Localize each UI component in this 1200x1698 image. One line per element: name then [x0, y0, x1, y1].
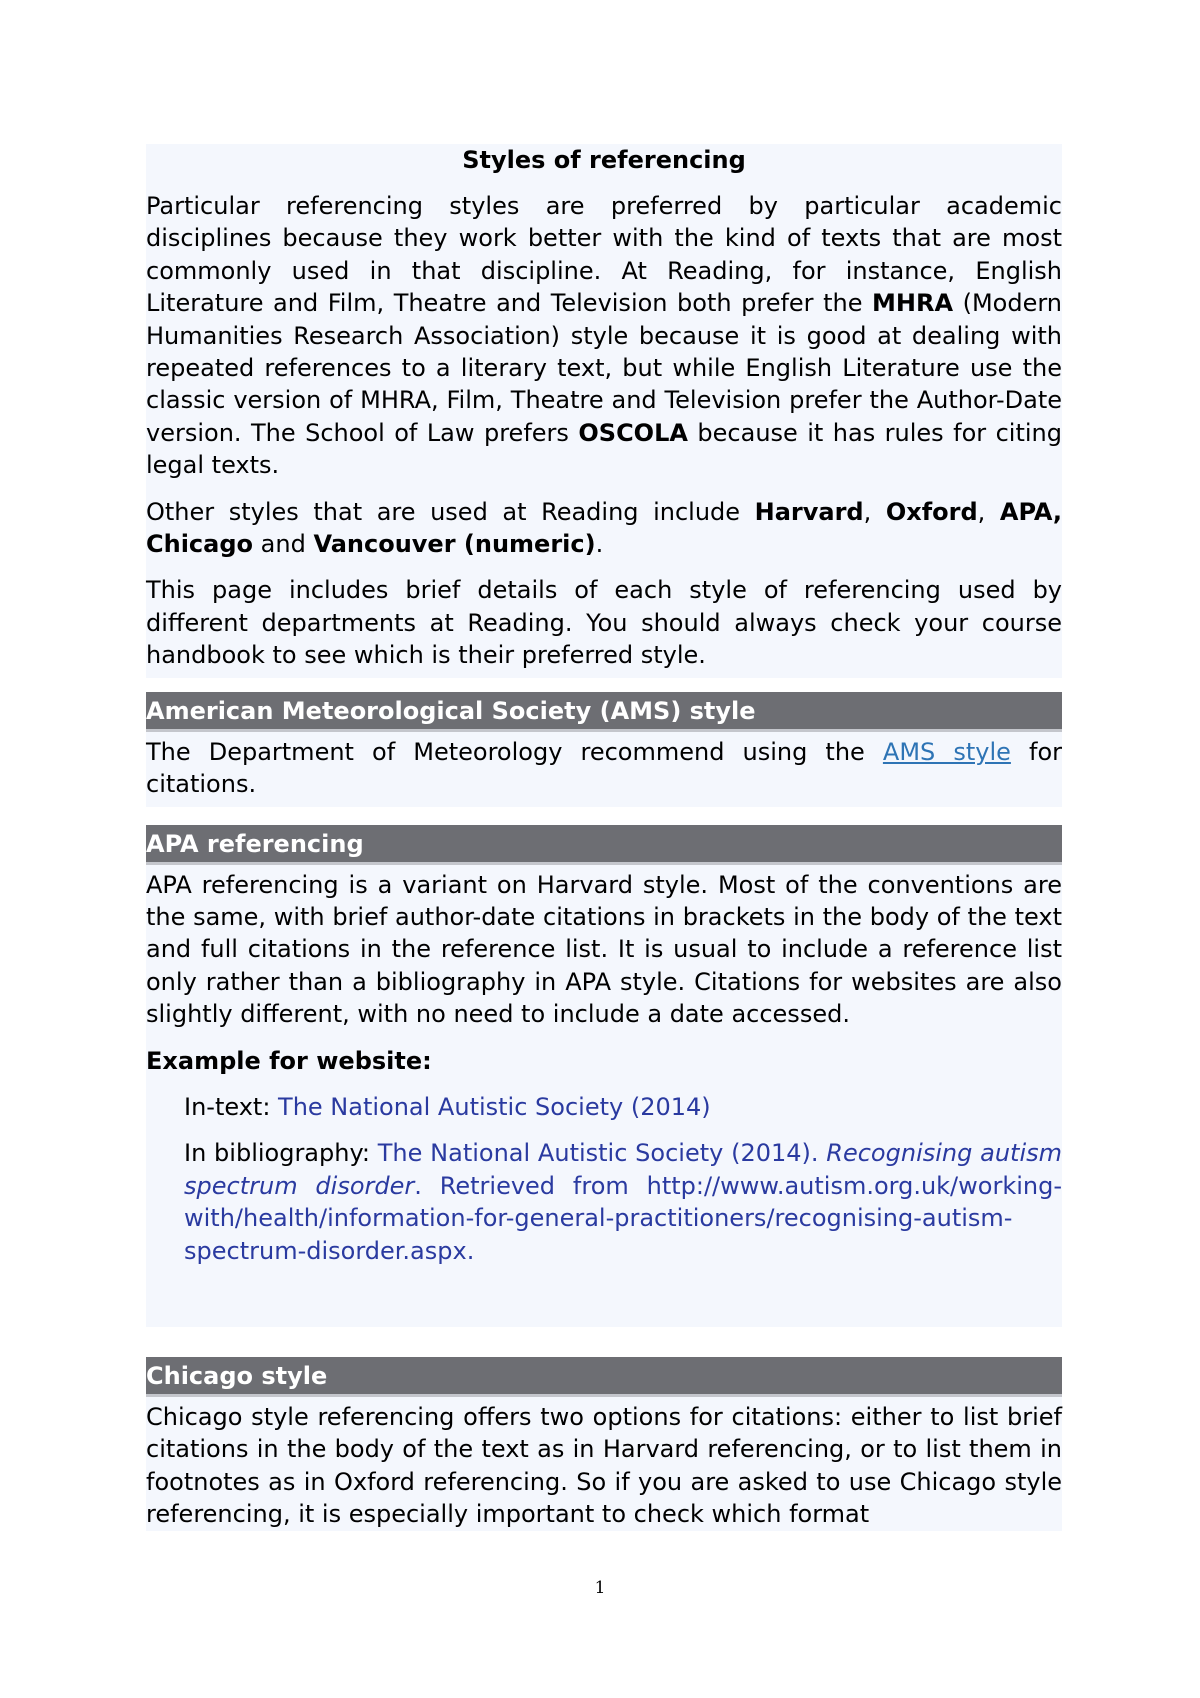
- page-number: 1: [594, 1578, 606, 1598]
- vancouver-term: Vancouver (numeric): [313, 530, 596, 559]
- intext-citation: The National Autistic Society (2014): [278, 1092, 711, 1121]
- oscola-term: OSCOLA: [578, 418, 688, 447]
- ams-paragraph: The Department of Meteorology recommend using the AMS style for citations.: [146, 737, 1062, 799]
- example-label: Example for website:: [146, 1046, 432, 1075]
- intro-section: [146, 144, 1062, 678]
- intro-paragraph-2: Other styles that are used at Reading include Harvard, Oxford, APA, Chicago and Vancouver (numeric).: [146, 497, 1062, 559]
- harvard-term: Harvard: [754, 497, 864, 526]
- apa-paragraph: APA referencing is a variant on Harvard style. Most of the conventions are the same, with brief author-date citations in brackets in the body of the text and full citations in the reference list. It is usual to include a reference list only rather than a bibliography in APA style. Citations for websites are also slightly different, with no need to include a date accessed.: [146, 870, 1062, 1029]
- page-title: Styles of referencing: [462, 146, 746, 174]
- chicago-section: [146, 1397, 1062, 1531]
- apa-term: APA,: [999, 497, 1062, 526]
- bibliography-title: Recognising autism spectrum disorder: [184, 1139, 1062, 1200]
- document-content: [146, 144, 1062, 1531]
- intro-paragraph-3: This page includes brief details of each style of referencing used by different departments at Reading. You should always check your course handbook to see which is their preferred style.: [146, 576, 1062, 670]
- apa-heading: APA referencing: [146, 825, 1062, 865]
- mhra-term: MHRA: [872, 289, 954, 318]
- chicago-heading: Chicago style: [146, 1357, 1062, 1397]
- bibliography-example: In bibliography: The National Autistic Society (2014). Recognising autism spectrum disorder. Retrieved from http://www.autism.org.uk/working-with/health/information-for-general-practitioners/recognising-autism-spectrum-disorder.aspx.: [184, 1139, 1062, 1265]
- ams-heading: American Meteorological Society (AMS) style: [146, 692, 1062, 732]
- intext-example: In-text: The National Autistic Society (2014): [184, 1092, 711, 1121]
- ams-style-link[interactable]: AMS style: [882, 737, 1011, 766]
- ams-section: [146, 732, 1062, 807]
- intro-paragraph-1: Particular referencing styles are preferred by particular academic disciplines because they work better with the kind of texts that are most commonly used in that discipline. At Reading, for instance, English Literature and Film, Theatre and Television both prefer the MHRA (Modern Humanities Research Association) style because it is good at dealing with repeated references to a literary text, but while English Literature use the classic version of MHRA, Film, Theatre and Television prefer the Author-Date version. The School of Law prefers OSCOLA because it has rules for citing legal texts.: [146, 192, 1062, 480]
- apa-section: [146, 865, 1062, 1327]
- chicago-paragraph: Chicago style referencing offers two options for citations: either to list brief citations in the body of the text as in Harvard referencing, or to list them in footnotes as in Oxford referencing. So if you are asked to use Chicago style referencing, it is especially important to check which format: [146, 1402, 1062, 1529]
- oxford-term: Oxford: [885, 497, 978, 526]
- chicago-term: Chicago: [146, 530, 254, 559]
